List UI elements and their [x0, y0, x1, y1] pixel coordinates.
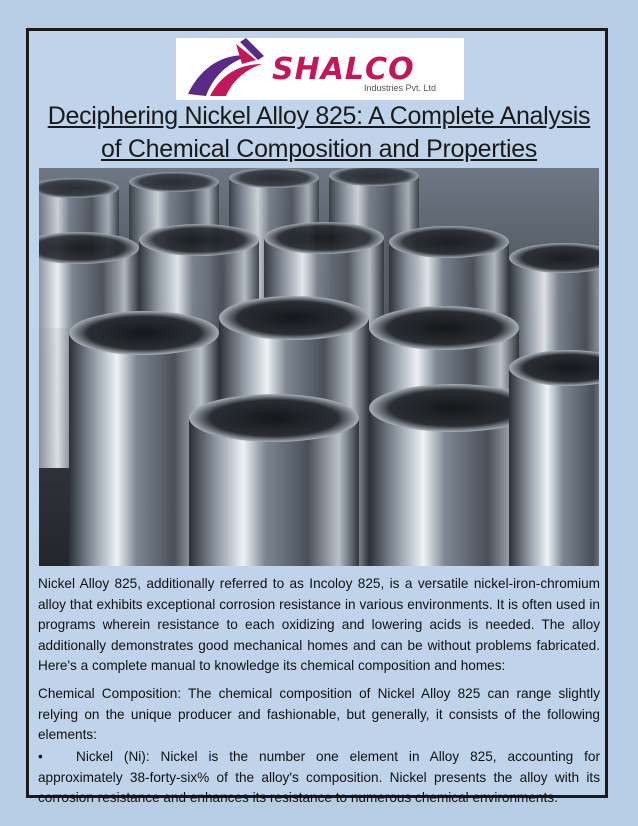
company-logo — [176, 38, 464, 100]
pipes-illustration — [39, 168, 599, 566]
document-title — [36, 100, 602, 166]
title-line-2: of Chemical Composition and Properties — [100, 135, 538, 163]
bullet-icon: • — [38, 749, 43, 764]
composition-paragraph: Chemical Composition: The chemical composition of Nickel Alloy 825 can range slightly relying on the unique producer and fashionable, but generally, it consists of the following elements: — [38, 686, 600, 742]
brand-name: SHALCO — [272, 52, 415, 87]
stainless-steel-pipes-photo — [39, 168, 599, 566]
bullet-nickel-text: Nickel (Ni): Nickel is the number one element in Alloy 825, accounting for approximately 38-forty-six% of the alloy's composition. Nickel presents the alloy with its corrosion resistance and enhances its resistance to numerous chemical environments. — [38, 749, 600, 805]
shalco-swoosh-logo-icon — [180, 38, 270, 100]
title-line-1: Deciphering Nickel Alloy 825: A Complete Analysis — [47, 102, 591, 130]
brand-subtitle: Industries Pvt. Ltd — [364, 83, 437, 93]
intro-paragraph: Nickel Alloy 825, additionally referred to as Incoloy 825, is a versatile nickel-iron-chromium alloy that exhibits exceptional corrosion resistance in various environments. It is often used in programs wherein resistance to each oxidizing and lowering acids is needed. The alloy additionally demonstrates good mechanical homes and can be without problems fabricated. Here's a complete manual to knowledge its chemical composition and homes: — [38, 576, 600, 673]
bullet-nickel — [38, 747, 600, 809]
